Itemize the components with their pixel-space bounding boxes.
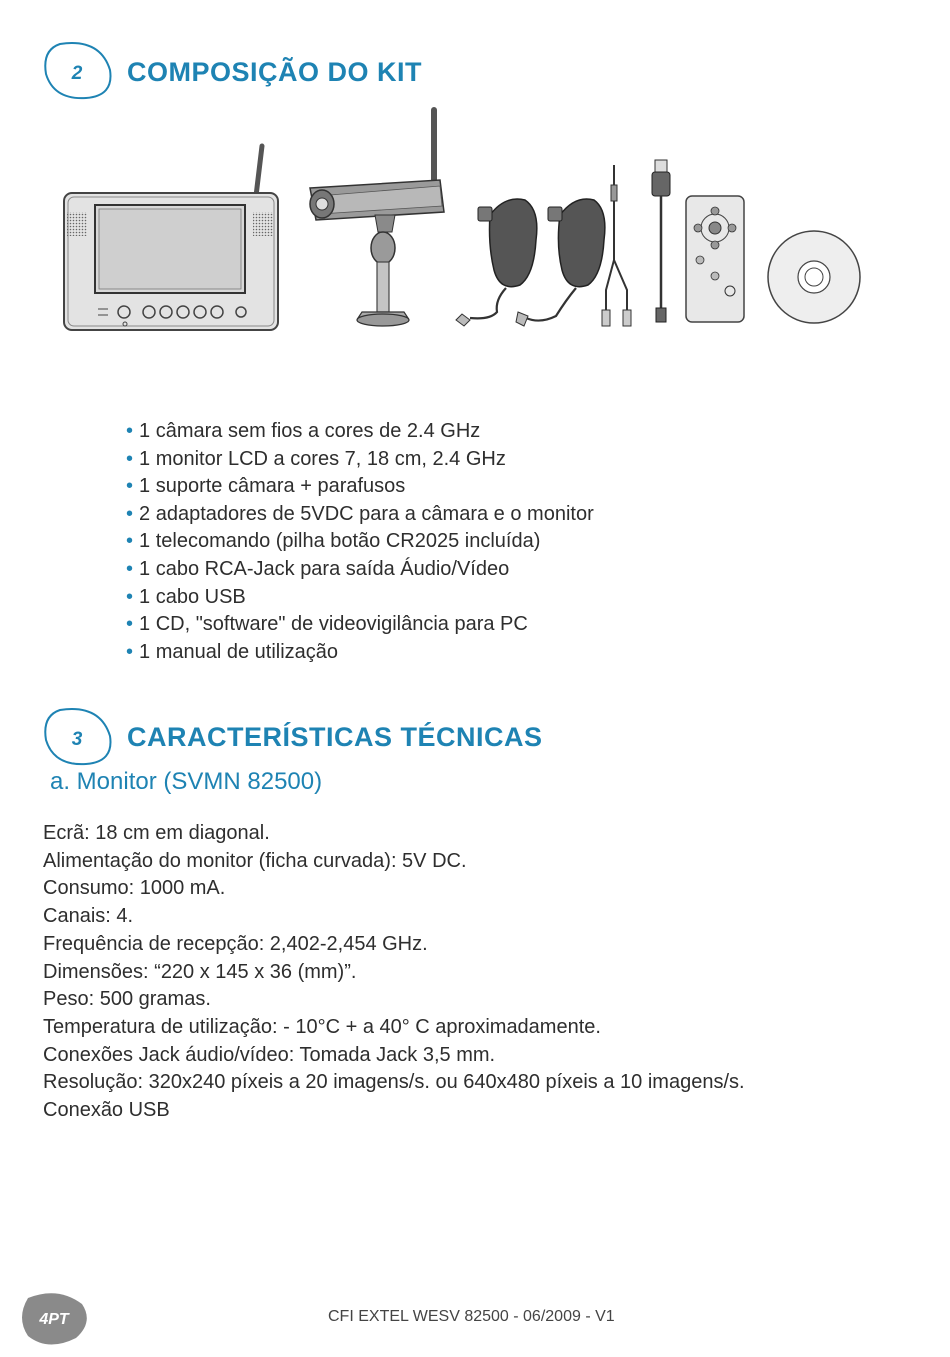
spec-line: Canais: 4. bbox=[43, 905, 134, 928]
list-item: • 1 câmara sem fios a cores de 2.4 GHz bbox=[126, 420, 481, 442]
list-item: • 1 cabo USB bbox=[126, 585, 246, 608]
list-item: • 1 monitor LCD a cores 7, 18 cm, 2.4 GHz bbox=[126, 447, 506, 470]
footer-doc-ref: CFI EXTEL WESV 82500 - 06/2009 - V1 bbox=[328, 1308, 615, 1325]
spec-line: Consumo: 1000 mA. bbox=[43, 877, 226, 900]
spec-line: Ecrã: 18 cm em diagonal. bbox=[43, 822, 270, 844]
list-item: • 1 manual de utilização bbox=[126, 640, 339, 663]
spec-line: Frequência de recepção: 2,402-2,454 GHz. bbox=[43, 932, 428, 955]
rca-cable-illustration bbox=[602, 165, 631, 326]
cd-software-illustration bbox=[768, 231, 860, 323]
list-item: • 1 suporte câmara + parafusos bbox=[126, 475, 406, 498]
page-number-badge bbox=[18, 1288, 92, 1348]
section-2-badge bbox=[40, 40, 116, 102]
page-number: 4PT bbox=[39, 1311, 69, 1328]
spec-line: Temperatura de utilização: - 10°C + a 40° C aproximadamente. bbox=[43, 1015, 601, 1038]
section-3-title: CARACTERÍSTICAS TÉCNICAS bbox=[127, 722, 543, 752]
list-item: • 1 telecomando (pilha botão CR2025 incluída) bbox=[126, 530, 541, 553]
list-item: • 1 cabo RCA-Jack para saída Áudio/Vídeo bbox=[126, 557, 510, 580]
power-adapters-illustration bbox=[456, 199, 605, 326]
monitor-subheading: a. Monitor (SVMN 82500) bbox=[50, 768, 323, 795]
section-2-number: 2 bbox=[71, 63, 83, 84]
spec-line: Resolução: 320x240 píxeis a 20 imagens/s. ou 640x480 píxeis a 10 imagens/s. bbox=[43, 1071, 745, 1094]
list-item: • 2 adaptadores de 5VDC para a câmara e o monitor bbox=[126, 502, 594, 525]
remote-control-illustration bbox=[686, 196, 744, 322]
spec-line: Peso: 500 gramas. bbox=[43, 988, 211, 1011]
usb-cable-illustration bbox=[652, 160, 670, 322]
list-item: • 1 CD, "software" de videovigilância para PC bbox=[126, 613, 528, 636]
section-3-number: 3 bbox=[71, 729, 83, 750]
camera-illustration bbox=[310, 110, 444, 326]
spec-line: Conexão USB bbox=[43, 1099, 170, 1122]
monitor-specs-list bbox=[43, 820, 745, 1125]
kit-components-illustration bbox=[0, 100, 950, 340]
spec-line: Conexões Jack áudio/vídeo: Tomada Jack 3,5 mm. bbox=[43, 1043, 496, 1066]
section-2-title: COMPOSIÇÃO DO KIT bbox=[127, 57, 423, 87]
spec-line: Dimensões: “220 x 145 x 36 (mm)”. bbox=[43, 960, 357, 983]
spec-line: Alimentação do monitor (ficha curvada): 5V DC. bbox=[43, 849, 467, 872]
lcd-monitor-illustration bbox=[64, 146, 278, 330]
kit-items-list bbox=[126, 418, 594, 666]
section-3-badge bbox=[40, 706, 116, 768]
